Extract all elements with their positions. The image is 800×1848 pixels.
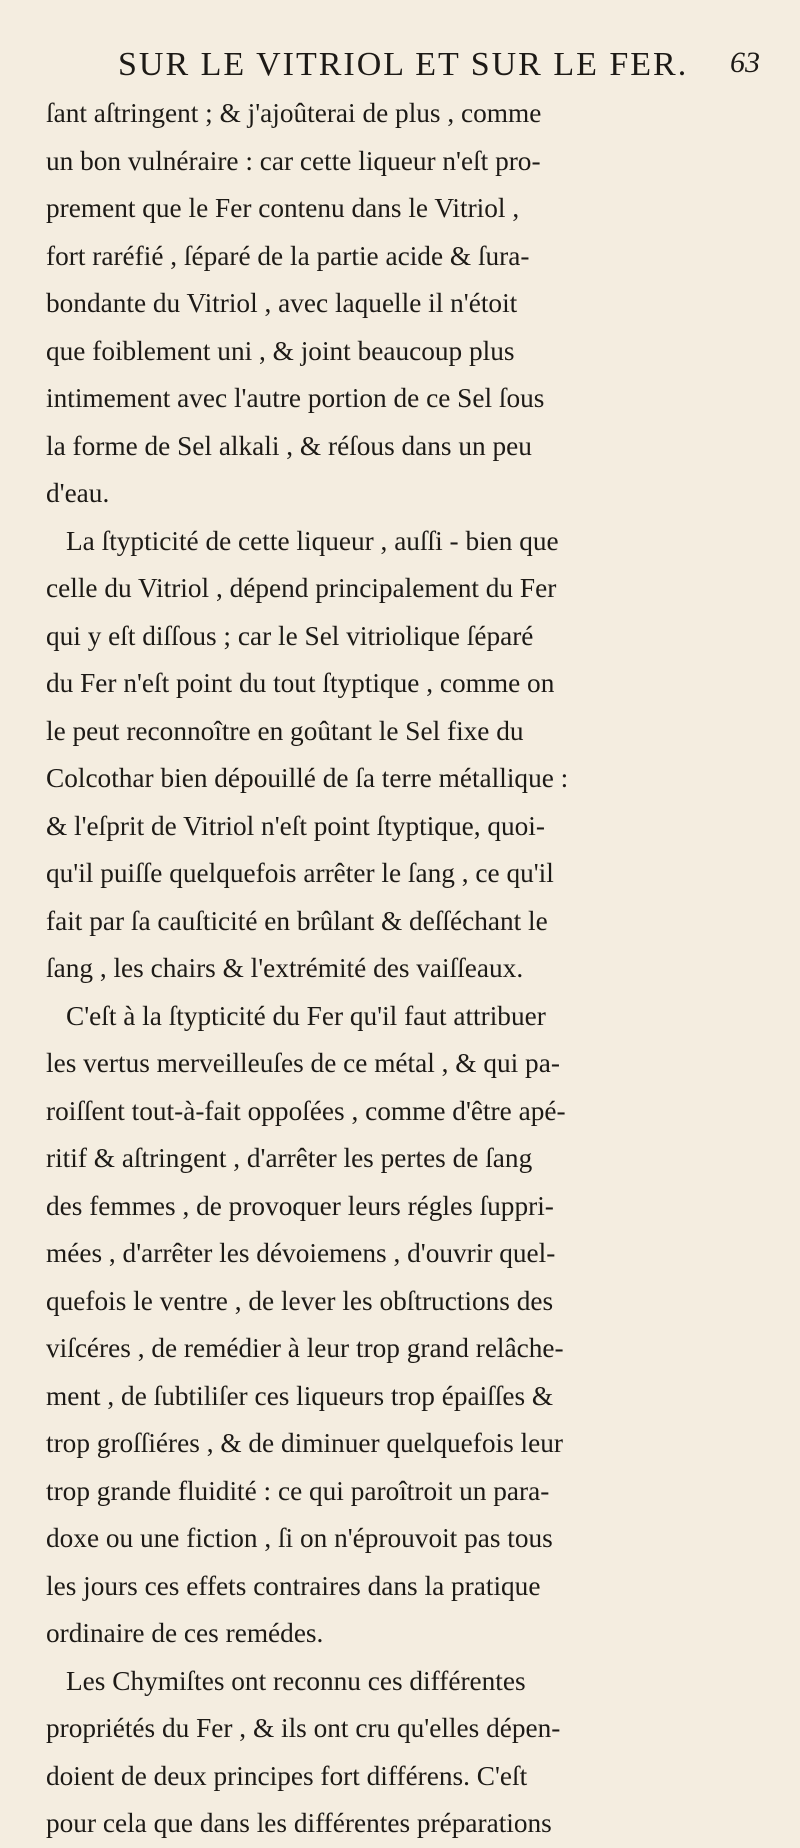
text-line: d'eau. <box>46 478 110 508</box>
running-title: SUR LE VITRIOL ET SUR LE FER. <box>118 46 689 83</box>
text-line: la forme de Sel alkali , & réſous dans un peu <box>46 430 532 461</box>
page-number: 63 <box>730 46 760 79</box>
text-line: fort raréfié , ſéparé de la partie acide & ſura- <box>46 240 530 271</box>
text-line: que foiblement uni , & joint beaucoup plus <box>46 335 515 366</box>
running-head <box>118 46 768 86</box>
text-line: prement que le Fer contenu dans le Vitriol , <box>46 193 520 223</box>
text-line: ſang , les chairs & l'extrémité des vaiſſeaux. <box>46 953 524 983</box>
text-line: quefois le ventre , de lever les obſtructions des <box>46 1285 554 1316</box>
text-line: & l'eſprit de Vitriol n'eſt point ſtyptique, quoi- <box>46 810 545 841</box>
text-line: des femmes , de provoquer leurs régles ſuppri- <box>46 1190 554 1221</box>
text-line: le peut reconnoître en goûtant le Sel fixe du <box>46 715 524 746</box>
text-line: ment , de ſubtiliſer ces liqueurs trop épaiſſes & <box>46 1380 554 1411</box>
text-line: mées , d'arrêter les dévoiemens , d'ouvrir quel- <box>46 1238 556 1268</box>
text-line: les jours ces effets contraires dans la pratique <box>46 1570 541 1601</box>
paragraph-start-line: La ſtypticité de cette liqueur , auſſi - bien que <box>66 525 559 556</box>
text-line: doient de deux principes fort différens. C'eſt <box>46 1760 528 1791</box>
text-line: qui y eſt diſſous ; car le Sel vitriolique ſéparé <box>46 620 534 651</box>
text-line: propriétés du Fer , & ils ont cru qu'elles dépen- <box>46 1713 561 1743</box>
text-line: ritif & aſtringent , d'arrêter les pertes de ſang <box>46 1143 533 1173</box>
body-text <box>46 90 758 1848</box>
text-line: roiſſent tout-à-fait oppoſées , comme d'être apé- <box>46 1095 566 1126</box>
text-line: Colcothar bien dépouillé de ſa terre métallique : <box>46 763 569 793</box>
text-line: doxe ou une fiction , ſi on n'éprouvoit pas tous <box>46 1523 553 1553</box>
text-line: ſant aſtringent ; & j'ajoûterai de plus , comme <box>46 98 542 128</box>
text-line: un bon vulnéraire : car cette liqueur n'eſt pro- <box>46 145 541 176</box>
text-line: fait par ſa cauſticité en brûlant & deſſéchant le <box>46 905 548 936</box>
text-line: du Fer n'eſt point du tout ſtyptique , comme on <box>46 668 555 698</box>
text-line: trop grande fluidité : ce qui paroîtroit un para- <box>46 1475 550 1506</box>
text-line: qu'il puiſſe quelquefois arrêter le ſang , ce qu'il <box>46 858 554 888</box>
text-line: pour cela que dans les différentes préparations <box>46 1808 552 1838</box>
text-line: intimement avec l'autre portion de ce Sel ſous <box>46 383 545 413</box>
text-line: les vertus merveilleuſes de ce métal , & qui pa- <box>46 1048 560 1078</box>
paragraph-start-line: Les Chymiſtes ont reconnu ces différentes <box>66 1665 526 1696</box>
text-line: viſcéres , de remédier à leur trop grand relâche- <box>46 1333 564 1363</box>
text-line: trop groſſiéres , & de diminuer quelquefois leur <box>46 1428 563 1458</box>
text-line: ordinaire de ces remédes. <box>46 1618 324 1648</box>
text-line: bondante du Vitriol , avec laquelle il n'étoit <box>46 288 518 318</box>
text-line: celle du Vitriol , dépend principalement du Fer <box>46 573 557 603</box>
paragraph-start-line: C'eſt à la ſtypticité du Fer qu'il faut attribuer <box>66 1000 546 1031</box>
